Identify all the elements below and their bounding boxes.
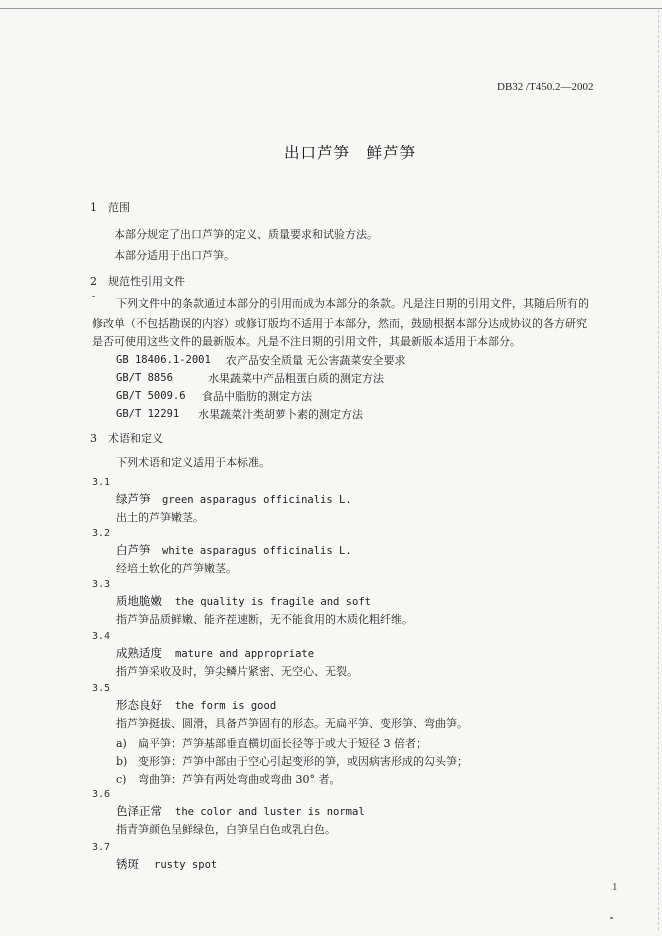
terms-intro: 下列术语和定义适用于本标准。 xyxy=(116,456,270,469)
term-number: 3.1 xyxy=(92,477,111,488)
references-intro-line: 修改单（不包括勘误的内容）或修订版均不适用于本部分，然而，鼓励根据本部分达成协议的各方研究 xyxy=(92,317,587,330)
sub-item-text: 变形笋：芦笋中部由于空心引起变形的笋，或因病害形成的勾头笋； xyxy=(138,755,468,768)
term-number: 3.7 xyxy=(92,842,111,853)
reference-code: GB/T 5009.6 xyxy=(116,390,186,402)
term-english: the color and luster is normal xyxy=(175,806,365,818)
scope-line: 本部分规定了出口芦笋的定义、质量要求和试验方法。 xyxy=(114,228,378,241)
term-chinese: 锈斑 xyxy=(116,857,139,871)
sub-item-label: b) xyxy=(116,755,128,768)
section-heading-terms: 3 术语和定义 xyxy=(90,432,163,445)
document-title: 出口芦笋 鲜芦笋 xyxy=(284,144,417,162)
term-number: 3.6 xyxy=(92,789,111,800)
reference-title: 农产品安全质量 无公害蔬菜安全要求 xyxy=(226,354,406,367)
scope-line: 本部分适用于出口芦笋。 xyxy=(114,249,235,262)
sub-item-text: 弯曲笋：芦笋有两处弯曲或弯曲 30° 者。 xyxy=(138,773,341,786)
references-intro-line: 是否可使用这些文件的最新版本。凡是不注日期的引用文件，其最新版本适用于本部分。 xyxy=(92,335,521,348)
sub-item-label: c) xyxy=(116,773,127,786)
references-intro-line: 下列文件中的条款通过本部分的引用而成为本部分的条款。凡是注日期的引用文件，其随后所有的 xyxy=(116,297,589,310)
term-english: white asparagus officinalis L. xyxy=(162,545,352,557)
term-definition: 指芦笋品质鲜嫩、能齐茬速断，无不能食用的木质化粗纤维。 xyxy=(116,613,413,626)
term-definition: 出土的芦笋嫩茎。 xyxy=(116,511,204,524)
reference-code: GB/T 12291 xyxy=(116,408,180,420)
term-number: 3.2 xyxy=(92,528,111,539)
scan-speck xyxy=(92,296,95,297)
term-number: 3.4 xyxy=(92,631,111,642)
reference-code: GB 18406.1-2001 xyxy=(116,354,211,366)
term-definition: 指芦笋挺拔、圆滑，具备芦笋固有的形态。无扁平笋、变形笋、弯曲笋。 xyxy=(116,717,468,730)
term-chinese: 绿芦笋 xyxy=(116,492,151,506)
reference-code: GB/T 8856 xyxy=(116,372,173,384)
section-heading-references: 2 规范性引用文件 xyxy=(90,275,185,288)
term-chinese: 质地脆嫩 xyxy=(116,594,162,608)
page-number: 1 xyxy=(612,881,618,893)
term-english: the quality is fragile and soft xyxy=(175,596,371,608)
term-chinese: 色泽正常 xyxy=(116,804,162,818)
term-chinese: 形态良好 xyxy=(116,698,162,712)
term-english: rusty spot xyxy=(154,859,218,871)
term-definition: 指芦笋采收及时，笋尖鳞片紧密、无空心、无裂。 xyxy=(116,665,358,678)
page-right-edge xyxy=(658,10,659,930)
reference-title: 食品中脂肪的测定方法 xyxy=(202,390,312,403)
scan-speck xyxy=(610,917,613,919)
term-english: mature and appropriate xyxy=(175,648,315,660)
page-top-edge xyxy=(0,8,662,9)
term-english: green asparagus officinalis L. xyxy=(162,494,352,506)
term-definition: 经培土软化的芦笋嫩茎。 xyxy=(116,562,237,575)
sub-item-label: a) xyxy=(116,737,127,750)
term-number: 3.3 xyxy=(92,579,111,590)
reference-title: 水果蔬菜汁类胡萝卜素的测定方法 xyxy=(198,408,363,421)
standard-code: DB32 /T450.2—2002 xyxy=(497,81,594,93)
term-definition: 指青笋颜色呈鲜绿色，白笋呈白色或乳白色。 xyxy=(116,823,336,836)
sub-item-text: 扁平笋：芦笋基部垂直横切面长径等于或大于短径 3 倍者； xyxy=(138,737,427,750)
term-chinese: 成熟适度 xyxy=(116,646,162,660)
term-english: the form is good xyxy=(175,700,277,712)
term-number: 3.5 xyxy=(92,683,111,694)
term-chinese: 白芦笋 xyxy=(116,543,151,557)
reference-title: 水果蔬菜中产品粗蛋白质的测定方法 xyxy=(208,372,384,385)
section-heading-scope: 1 范围 xyxy=(90,201,130,214)
